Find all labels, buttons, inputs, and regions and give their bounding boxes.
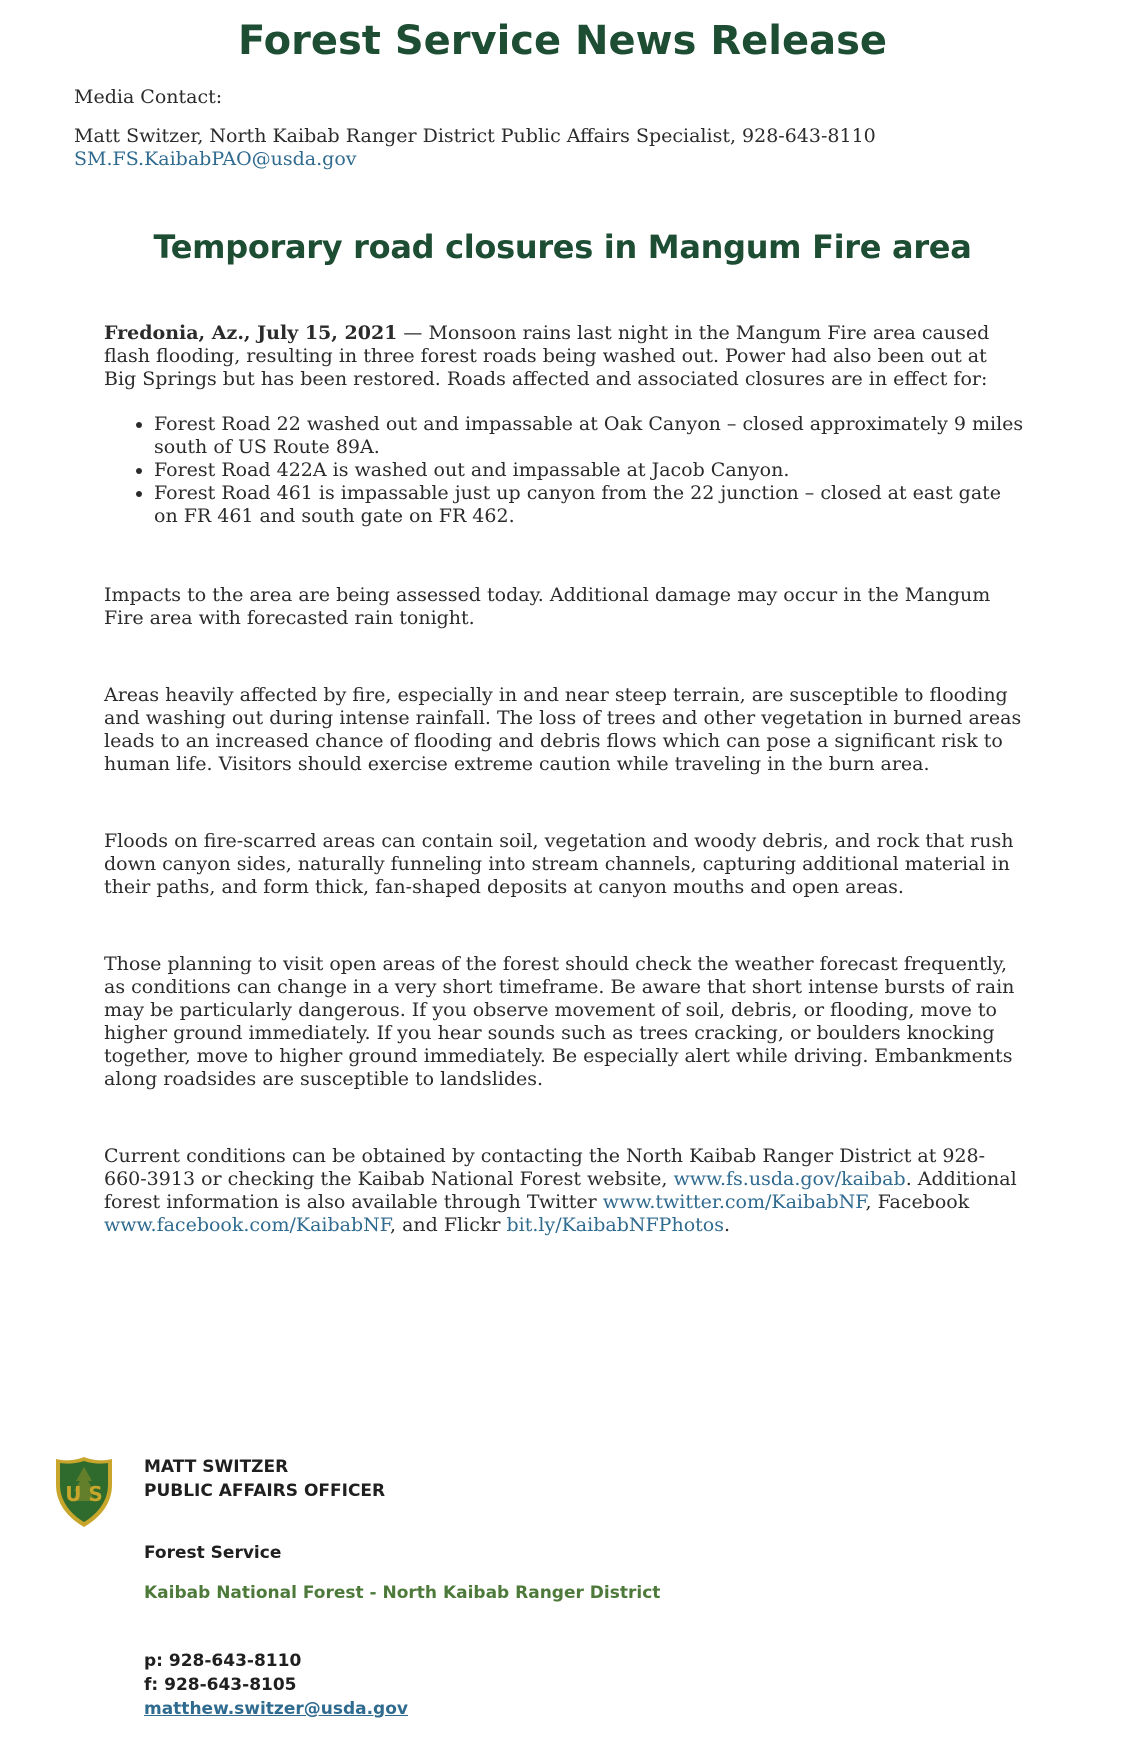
floods-paragraph: Floods on fire-scarred areas can contain soil, vegetation and woody debris, and rock that rush down canyon sides, naturally funneling into stream channels, capturing additional material in their paths, and form thick, fan-shaped deposits at canyon mouths and open areas. xyxy=(104,830,1014,898)
impacts-paragraph: Impacts to the area are being assessed today. Additional damage may occur in the Mangum Fire area with forecasted rain tonight. xyxy=(104,584,991,629)
signature-phone: p: 928-643-8110 xyxy=(144,1651,302,1671)
media-contact xyxy=(74,86,876,171)
conditions-text: , and Flickr xyxy=(390,1214,507,1236)
page-title: Forest Service News Release xyxy=(237,18,888,64)
dateline: Fredonia, Az., July 15, 2021 xyxy=(104,322,398,344)
contact-person: Matt Switzer, North Kaibab Ranger District Public Affairs Specialist, 928-643-8110 xyxy=(74,125,876,147)
conditions-text: . Additional forest information is also available through Twitter xyxy=(104,1168,1017,1213)
media-contact-label: Media Contact: xyxy=(74,86,223,108)
twitter-link[interactable]: www.twitter.com/KaibabNF xyxy=(602,1191,866,1213)
conditions-text: , Facebook xyxy=(865,1191,970,1213)
website-link[interactable]: www.fs.usda.gov/kaibab xyxy=(673,1168,906,1190)
signature-email-link[interactable]: matthew.switzer@usda.gov xyxy=(144,1699,408,1719)
release-body xyxy=(104,322,1024,1237)
closures-list xyxy=(104,413,1024,528)
lead-paragraph xyxy=(104,322,1024,391)
conditions-text: Current conditions can be obtained by contacting the North Kaibab Ranger District at 928-660-3913 or checking the Kaibab National Forest website, xyxy=(104,1145,986,1190)
signature-forest: Kaibab National Forest - North Kaibab Ranger District xyxy=(144,1583,661,1603)
shield-monogram: U S xyxy=(65,1482,103,1506)
headline: Temporary road closures in Mangum Fire area xyxy=(153,228,972,266)
closure-item: • Forest Road 422A is washed out and impassable at Jacob Canyon. xyxy=(154,459,1024,482)
flickr-link[interactable]: bit.ly/KaibabNFPhotos xyxy=(506,1214,724,1236)
closure-item: • Forest Road 461 is impassable just up canyon from the 22 junction – closed at east gate on FR 461 and south gate on FR 462. xyxy=(154,482,1024,528)
signature-agency: Forest Service xyxy=(144,1543,282,1563)
planning-paragraph: Those planning to visit open areas of the forest should check the weather forecast frequently, as conditions can change in a very short timeframe. Be aware that short intense bursts of rain may be particularly dangerous. If you observe movement of soil, debris, or flooding, move to higher ground immediately. If you hear sounds such as trees cracking, or boulders knocking together, move to higher ground immediately. Be especially alert while driving. Embankments along roadsides are susceptible to landslides. xyxy=(104,953,1015,1090)
signature-fax: f: 928-643-8105 xyxy=(144,1675,297,1695)
lead-text: — Monsoon rains last night in the Mangum Fire area caused flash flooding, resulting in three forest roads being washed out. Power had also been out at Big Springs but has been restored. Roads affected and associated closures are in effect for: xyxy=(104,322,990,390)
conditions-paragraph xyxy=(104,1145,1024,1237)
forest-service-shield-icon xyxy=(52,1455,116,1529)
signature-title: PUBLIC AFFAIRS OFFICER xyxy=(144,1481,386,1501)
closure-item: • Forest Road 22 washed out and impassable at Oak Canyon – closed approximately 9 miles south of US Route 89A. xyxy=(154,413,1024,459)
signature-lines xyxy=(144,1455,744,1721)
areas-paragraph: Areas heavily affected by fire, especially in and near steep terrain, are susceptible to flooding and washing out during intense rainfall. The loss of trees and other vegetation in burned areas leads to an increased chance of flooding and debris flows which can pose a significant risk to human life. Visitors should exercise extreme caution while traveling in the burn area. xyxy=(104,684,1022,775)
contact-email-link[interactable]: SM.FS.KaibabPAO@usda.gov xyxy=(74,148,357,170)
signature-name: MATT SWITZER xyxy=(144,1457,289,1477)
conditions-text: . xyxy=(723,1214,731,1236)
facebook-link[interactable]: www.facebook.com/KaibabNF xyxy=(104,1214,391,1236)
